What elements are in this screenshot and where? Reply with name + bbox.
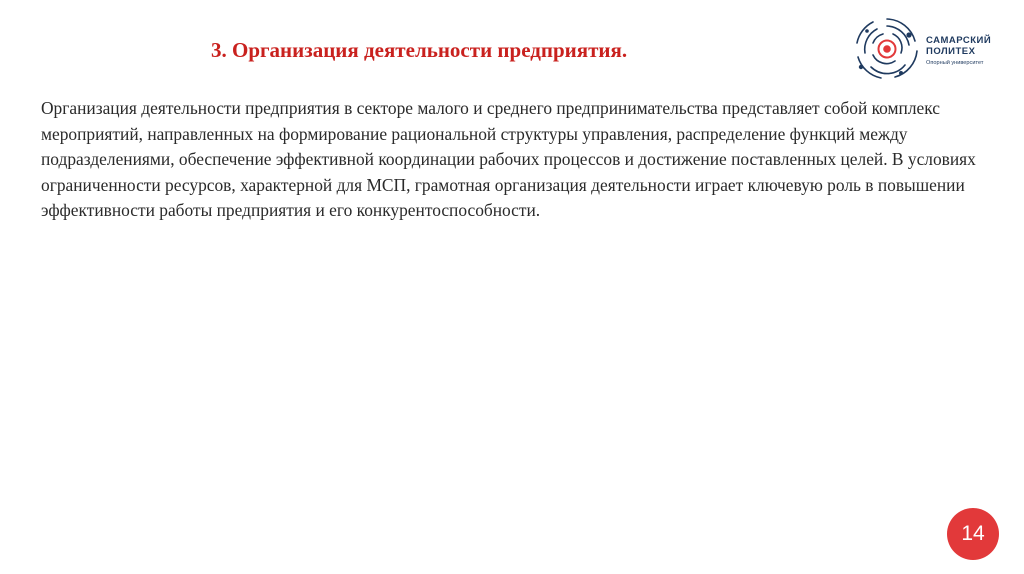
logo-wordmark <box>926 35 991 57</box>
logo-line1: САМАРСКИЙ <box>926 35 992 46</box>
page-number-badge: 14 <box>947 508 999 560</box>
logo-line2: ПОЛИТЕХ <box>926 46 976 57</box>
slide-body-text: Организация деятельности предприятия в секторе малого и среднего предпринимательства представляет собой комплекс мероприятий, направленных на формирование рациональной структуры управления, распределение функций между подразделениями, обеспечение эффективной координации рабочих процессов и достижение поставленных целей. В условиях ограниченности ресурсов, характерной для МСП, грамотная организация деятельности играет ключевую роль в повышении эффективности работы предприятия и его конкурентоспособности. <box>41 98 976 221</box>
logo-tagline: Опорный университет <box>926 60 984 66</box>
university-logo <box>853 13 1013 85</box>
slide-title: 3. Организация деятельности предприятия. <box>211 38 628 62</box>
orbit-logo-icon <box>853 13 921 85</box>
